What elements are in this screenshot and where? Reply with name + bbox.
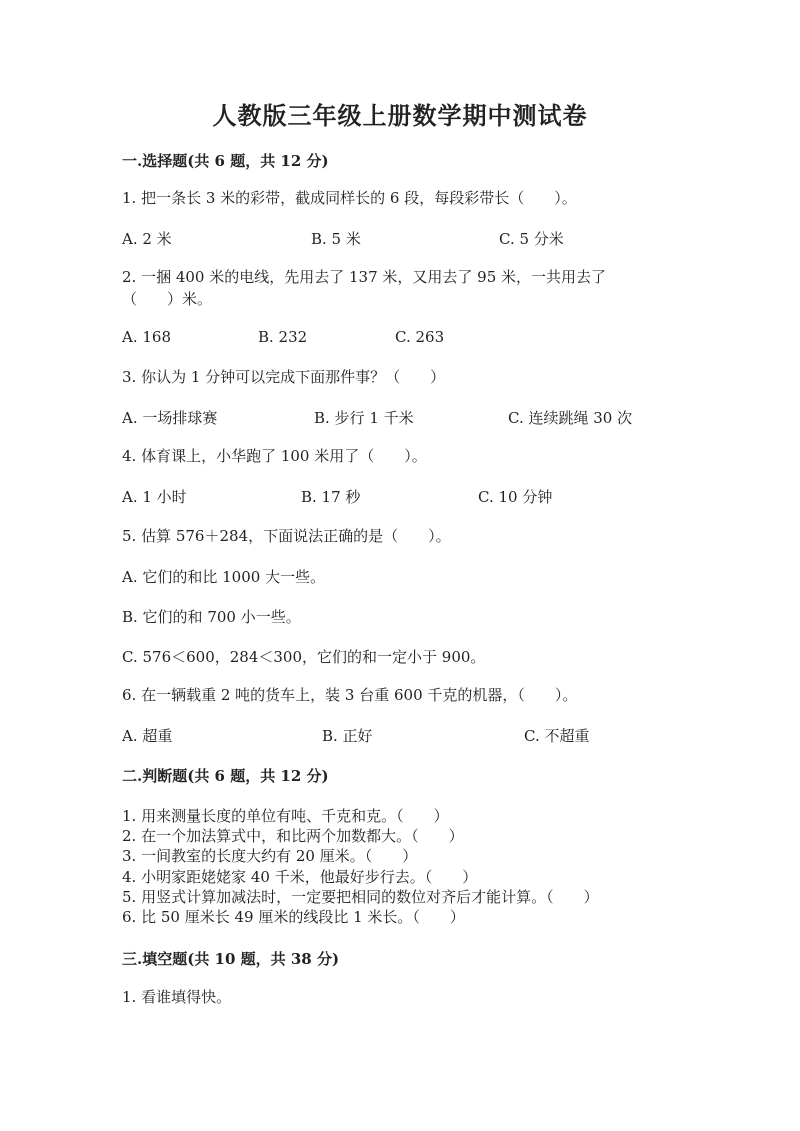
judge-item-3: 3. 一间教室的长度大约有 20 厘米。（ ） bbox=[122, 847, 418, 865]
judge-item-6: 6. 比 50 厘米长 49 厘米的线段比 1 米长。（ ） bbox=[122, 908, 465, 926]
question-4-option-a: A. 1 小时 bbox=[122, 488, 187, 506]
question-5-option-a: A. 它们的和比 1000 大一些。 bbox=[122, 568, 326, 586]
section-heading-judge: 二.判断题(共 6 题，共 12 分) bbox=[122, 767, 329, 785]
question-2-option-c: C. 263 bbox=[395, 328, 445, 346]
question-6-option-a: A. 超重 bbox=[122, 727, 173, 745]
judge-item-2: 2. 在一个加法算式中，和比两个加数都大。（ ） bbox=[122, 827, 464, 845]
question-5-option-b: B. 它们的和 700 小一些。 bbox=[122, 608, 301, 626]
question-6-option-c: C. 不超重 bbox=[524, 727, 590, 745]
section-heading-choice: 一.选择题(共 6 题，共 12 分) bbox=[122, 152, 329, 170]
judge-item-5: 5. 用竖式计算加减法时，一定要把相同的数位对齐后才能计算。（ ） bbox=[122, 888, 599, 906]
page-title: 人教版三年级上册数学期中测试卷 bbox=[212, 101, 588, 130]
question-4-option-c: C. 10 分钟 bbox=[478, 488, 553, 506]
question-3-option-a: A. 一场排球赛 bbox=[122, 409, 218, 427]
question-2-option-b: B. 232 bbox=[258, 328, 308, 346]
judge-item-1: 1. 用来测量长度的单位有吨、千克和克。（ ） bbox=[122, 807, 449, 825]
question-2-stem-line2: （ ）米。 bbox=[122, 290, 213, 308]
question-2-option-a: A. 168 bbox=[122, 328, 171, 346]
question-5-stem: 5. 估算 576＋284，下面说法正确的是（ ）。 bbox=[122, 527, 451, 545]
question-1-option-a: A. 2 米 bbox=[122, 230, 172, 248]
question-4-stem: 4. 体育课上，小华跑了 100 米用了（ ）。 bbox=[122, 447, 427, 465]
judge-item-4: 4. 小明家距姥姥家 40 千米，他最好步行去。（ ） bbox=[122, 868, 478, 886]
question-6-stem: 6. 在一辆载重 2 吨的货车上，装 3 台重 600 千克的机器，（ ）。 bbox=[122, 686, 578, 704]
question-1-stem: 1. 把一条长 3 米的彩带，截成同样长的 6 段，每段彩带长（ ）。 bbox=[122, 189, 577, 207]
fill-item-1: 1. 看谁填得快。 bbox=[122, 988, 232, 1006]
question-3-option-b: B. 步行 1 千米 bbox=[314, 409, 414, 427]
question-2-stem-line1: 2. 一捆 400 米的电线，先用去了 137 米，又用去了 95 米，一共用去了 bbox=[122, 268, 607, 286]
section-heading-fill: 三.填空题(共 10 题，共 38 分) bbox=[122, 950, 340, 968]
question-1-option-c: C. 5 分米 bbox=[499, 230, 564, 248]
question-3-option-c: C. 连续跳绳 30 次 bbox=[508, 409, 633, 427]
question-6-option-b: B. 正好 bbox=[322, 727, 373, 745]
question-4-option-b: B. 17 秒 bbox=[301, 488, 361, 506]
question-1-option-b: B. 5 米 bbox=[311, 230, 361, 248]
question-5-option-c: C. 576＜600，284＜300，它们的和一定小于 900。 bbox=[122, 648, 486, 666]
question-3-stem: 3. 你认为 1 分钟可以完成下面那件事？（ ） bbox=[122, 368, 446, 386]
